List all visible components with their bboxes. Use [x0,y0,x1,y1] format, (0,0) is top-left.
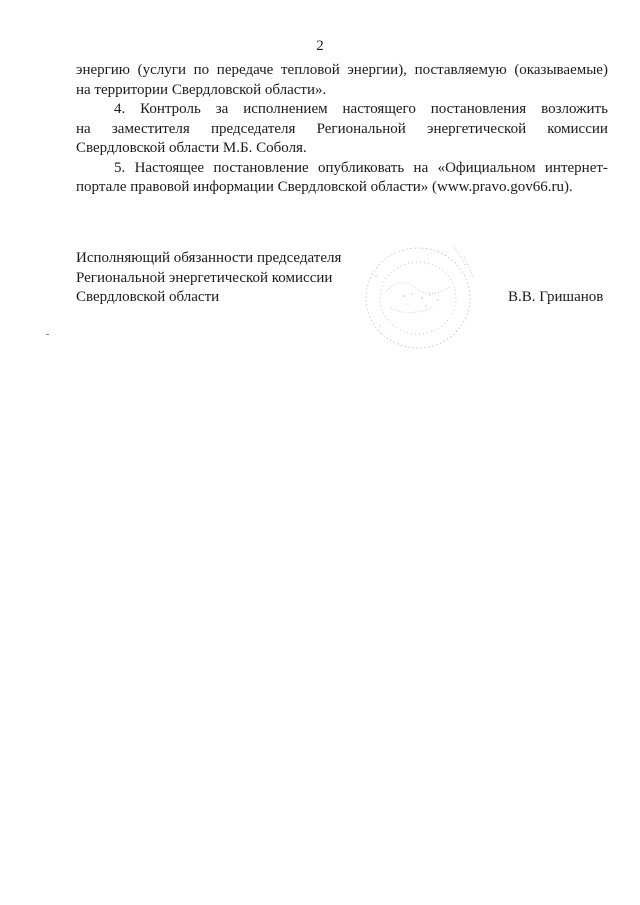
word: 5. [114,159,126,176]
paragraph-line: Свердловской области М.Б. Соболя. [76,140,307,156]
word: постановления [430,101,527,117]
signer-position-line: Региональной энергетической комиссии [76,269,333,286]
word: на [413,159,429,176]
word: интернет- [544,159,608,176]
word: по [193,62,210,78]
word: исполнением [243,101,328,117]
paragraph-4 [76,100,608,159]
word: возложить [541,101,608,117]
word: настоящего [342,101,416,117]
word: (оказываемые) [514,62,608,78]
official-stamp [356,236,486,356]
word: 4. [114,101,126,117]
paragraph-line [76,159,608,179]
paragraph-line [76,61,608,81]
word: энергетической [427,120,527,137]
document-body [76,61,608,198]
paragraph-continuation [76,61,608,100]
signer-position-line: Свердловской области [76,289,220,305]
word: поставляемую [414,62,507,78]
word: комиссии [547,120,608,137]
paragraph-line: на территории Свердловской области». [76,81,327,98]
word: тепловой [280,62,340,78]
signature-block [76,249,341,308]
signer-position-line: Исполняющий обязанности председателя [76,250,342,266]
scan-speck [46,334,49,335]
word: Контроль [140,101,201,117]
word: энергии), [347,62,407,78]
word: (услуги [137,62,186,78]
paragraph-line [76,120,608,140]
paragraph-line [76,100,608,120]
word: за [215,101,229,117]
word: заместителя [111,120,190,137]
word: Региональной [316,120,406,137]
word: Настоящее [134,159,205,176]
page-number: 2 [316,38,324,54]
paragraph-line: портале правовой информации Свердловской области» (www.pravo.gov66.ru). [76,179,573,195]
word: опубликовать [318,159,405,176]
word: энергию [76,62,131,78]
paragraph-5 [76,159,608,198]
word: постановление [213,159,309,176]
word: на [76,120,91,137]
word: «Официальном [437,159,536,176]
word: председателя [211,120,296,137]
signer-name: В.В. Гришанов [508,289,604,305]
word: передаче [216,62,274,78]
